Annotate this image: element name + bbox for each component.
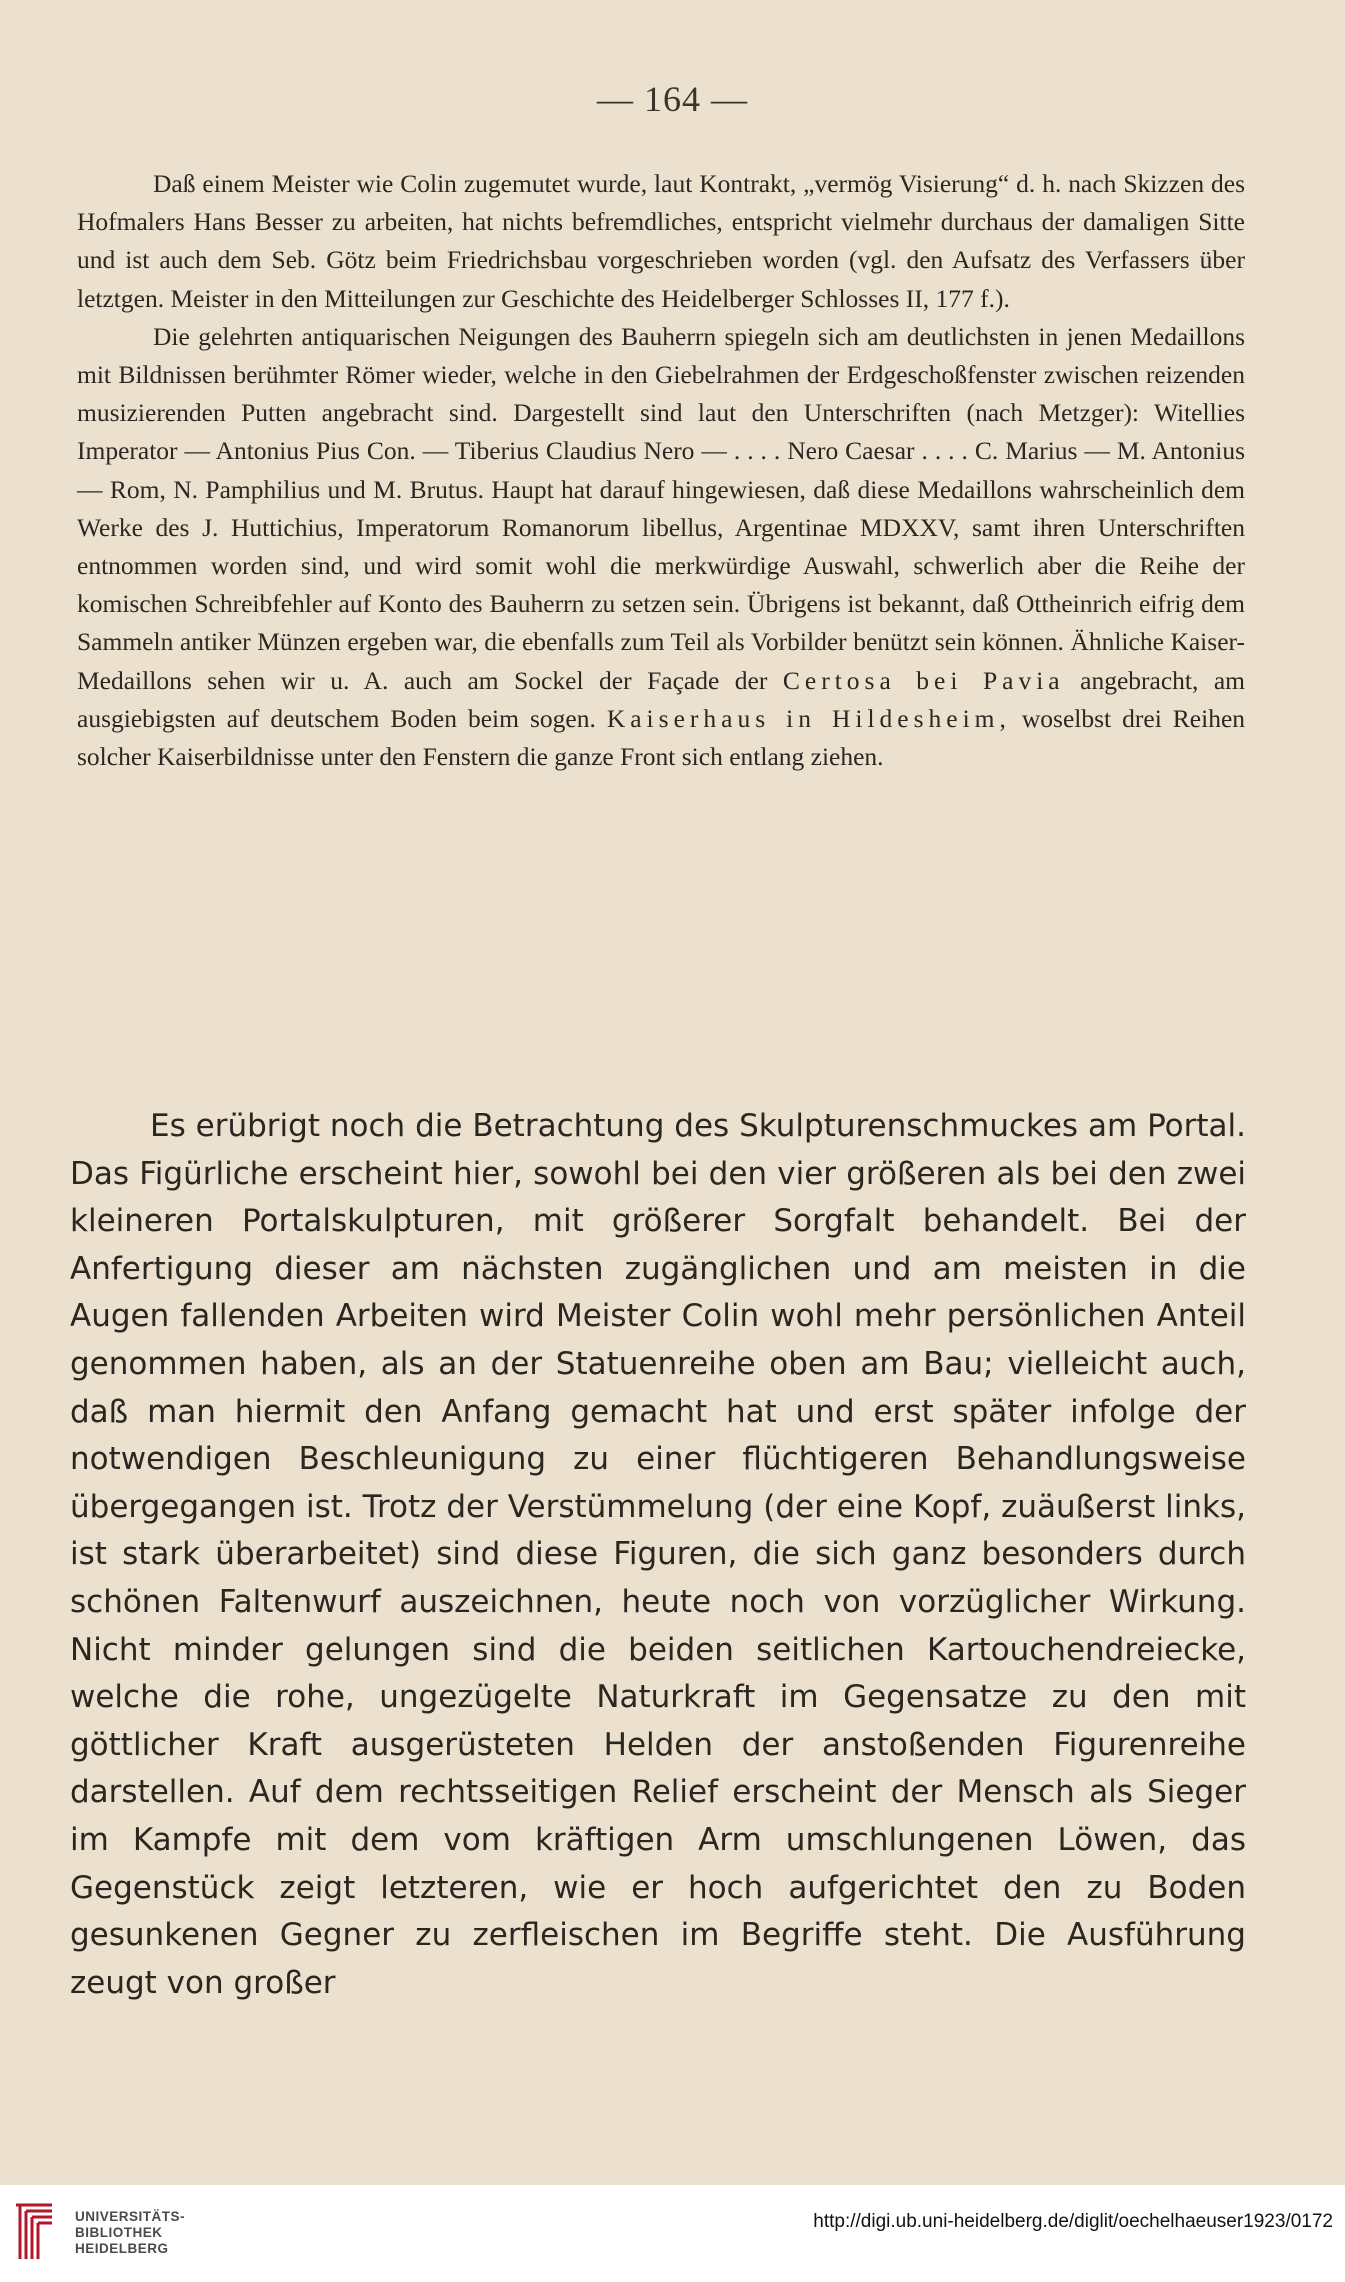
note-text: woselbst drei Reihen solcher Kaiserbildnisse unter den Fenstern die ganze Front sich entlang ziehen. (77, 703, 1246, 772)
note-text: Die gelehrten antiquarischen Neigungen des Bauherrn spiegeln sich am deutlichsten in jenen Medaillons mit Bildnissen berühmter Römer wieder, welche in den Giebelrahmen der Erdgeschoßfenster zwischen reizenden musizierenden Putten angebracht sind. Dargestellt sind laut den Unterschriften (nach Metzger): Witellies Imperator — Antonius Pius Con. — Tiberius Claudius Nero — . . . . Nero Caesar . . . . C. Marius — M. Antonius — Rom, N. Pamphilius und M. Brutus. Haupt hat darauf hingewiesen, daß diese Medaillons wahrscheinlich dem Werke des J. Huttichius, Imperatorum Romanorum libellus, Argentinae MDXXV, samt ihren Unterschriften entnommen worden sind, und wird somit wohl die merkwürdige Auswahl, schwerlich aber die Reihe der komischen Schreibfehler auf Konto des Bauherrn zu setzen sein. Übrigens ist bekannt, daß Ottheinrich eifrig dem Sammeln antiker Münzen ergeben war, die ebenfalls zum Teil als Vorbilder benützt sein können. Ähnliche Kaiser-Medaillons sehen wir u. A. auch am Sockel der Façade der (77, 321, 1245, 695)
spaced-place-name: Kaiserhaus in Hildesheim, (606, 703, 1011, 733)
source-url-link[interactable]: http://digi.ub.uni-heidelberg.de/diglit/oechelhaeuser1923/0172 (813, 2211, 1333, 2232)
page-number: — 164 — (597, 79, 748, 119)
institution-line: HEIDELBERG (75, 2241, 169, 2256)
main-text-block (70, 1103, 1246, 2007)
institution-line: UNIVERSITÄTS- (75, 2209, 186, 2224)
viewer-footer (0, 2185, 1345, 2282)
university-library-logo-icon (12, 2201, 56, 2263)
note-paragraph (77, 318, 1245, 776)
note-paragraph: Daß einem Meister wie Colin zugemutet wurde, laut Kontrakt, „vermög Visierung“ d. h. nach Skizzen des Hofmalers Hans Besser zu arbeiten, hat nichts befremdliches, entspricht vielmehr durchaus der damaligen Sitte und ist auch dem Seb. Götz beim Friedrichsbau vorgeschrieben worden (vgl. den Aufsatz des Verfassers über letztgen. Meister in den Mitteilungen zur Geschichte des Heidelberger Schlosses II, 177 f.). (77, 169, 1245, 313)
spaced-place-name: Certosa bei Pavia (782, 665, 1065, 695)
institution-name (75, 2209, 185, 2257)
main-paragraph: Es erübrigt noch die Betrachtung des Skulpturenschmuckes am Portal. Das Figürliche erscheint hier, sowohl bei den vier größeren als bei den zwei kleineren Portalskulpturen, mit größerer Sorgfalt behandelt. Bei der Anfertigung dieser am nächsten zugänglichen und am meisten in die Augen fallenden Arbeiten wird Meister Colin wohl mehr persönlichen Anteil genommen haben, als an der Statuenreihe oben am Bau; vielleicht auch, daß man hiermit den Anfang gemacht hat und erst später infolge der notwendigen Beschleunigung zu einer flüchtigeren Behandlungsweise übergegangen ist. Trotz der Verstümmelung (der eine Kopf, zuäußerst links, ist stark überarbeitet) sind diese Figuren, die sich ganz besonders durch schönen Faltenwurf auszeichnen, heute noch von vorzüglicher Wirkung. Nicht minder gelungen sind die beiden seitlichen Kartouchendreiecke, welche die rohe, ungezügelte Naturkraft im Gegensatze zu den mit göttlicher Kraft ausgerüsteten Helden der anstoßenden Figurenreihe darstellen. Auf dem rechtsseitigen Relief erscheint der Mensch als Sieger im Kampfe mit dem vom kräftigen Arm umschlungenen Löwen, das Gegenstück zeigt letzteren, wie er hoch aufgerichtet den zu Boden gesunkenen Gegner zu zerfleischen im Begriffe steht. Die Ausführung zeugt von großer (70, 1108, 1246, 2001)
institution-line: BIBLIOTHEK (75, 2225, 163, 2240)
footnotes-block (77, 165, 1245, 776)
note-text: angebracht, am ausgiebigsten auf deutschem Boden beim sogen. (77, 665, 1246, 733)
